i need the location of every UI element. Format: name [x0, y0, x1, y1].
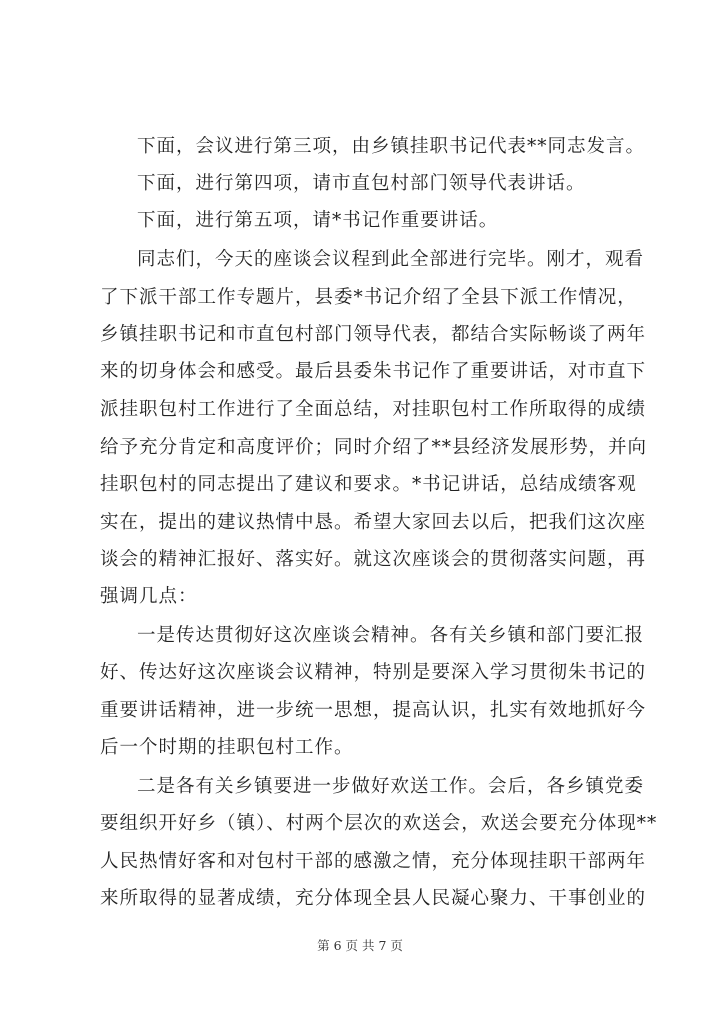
text-line: 下面，进行第五项，请*书记作重要讲话。: [137, 210, 499, 231]
text-line: 下面，进行第四项，请市直包村部门领导代表讲话。: [137, 173, 586, 194]
text-line: 二是各有关乡镇要进一步做好欢送工作。会后，各乡镇党委: [137, 776, 645, 797]
text-line: 来所取得的显著成绩，充分体现全县人民凝心聚力、干事创业的: [100, 888, 647, 909]
text-line: 重要讲话精神，进一步统一思想，提高认识，扎实有效地抓好今: [100, 700, 647, 721]
text-line: 好、传达好这次座谈会议精神，特别是要深入学习贯彻朱书记的: [100, 662, 647, 683]
page-number-footer: 第 6 页 共 7 页: [317, 938, 403, 953]
text-line: 派挂职包村工作进行了全面总结，对挂职包村工作所取得的成绩: [100, 399, 647, 420]
text-line: 同志们，今天的座谈会议程到此全部进行完毕。刚才，观看: [137, 249, 645, 270]
text-line: 后一个时期的挂职包村工作。: [100, 737, 354, 758]
text-line: 一是传达贯彻好这次座谈会精神。各有关乡镇和部门要汇报: [137, 625, 645, 646]
text-line: 实在，提出的建议热情中恳。希望大家回去以后，把我们这次座: [100, 512, 647, 533]
text-line: 要组织开好乡（镇）、村两个层次的欢送会，欢送会要充分体现**: [100, 813, 658, 834]
text-line: 乡镇挂职书记和市直包村部门领导代表，都结合实际畅谈了两年: [100, 324, 647, 345]
text-line: 挂职包村的同志提出了建议和要求。*书记讲话，总结成绩客观: [100, 474, 637, 495]
text-line: 强调几点：: [100, 586, 198, 607]
text-line: 下面，会议进行第三项，由乡镇挂职书记代表**同志发言。: [137, 136, 646, 157]
text-line: 了下派干部工作专题片，县委*书记介绍了全县下派工作情况，: [100, 287, 637, 308]
text-line: 来的切身体会和感受。最后县委朱书记作了重要讲话，对市直下: [100, 361, 647, 382]
text-line: 谈会的精神汇报好、落实好。就这次座谈会的贯彻落实问题，再: [100, 549, 647, 570]
text-line: 人民热情好客和对包村干部的感激之情，充分体现挂职干部两年: [100, 851, 647, 872]
text-line: 给予充分肯定和高度评价；同时介绍了**县经济发展形势，并向: [100, 437, 648, 458]
